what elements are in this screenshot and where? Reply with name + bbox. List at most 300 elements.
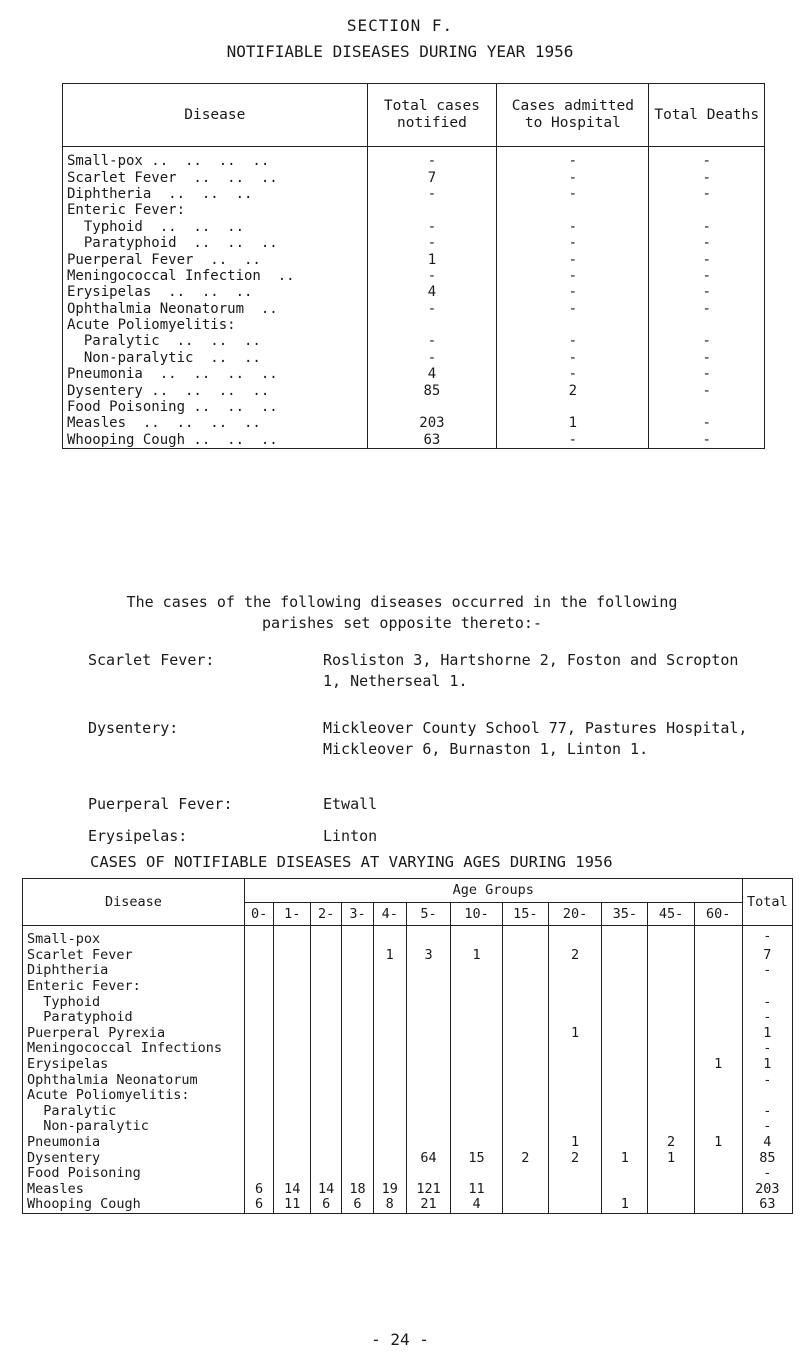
cell-age-count <box>342 1150 373 1166</box>
cell-age-count <box>406 1010 451 1026</box>
cell-total <box>742 1088 792 1104</box>
cell-age-count <box>548 1088 601 1104</box>
cell-age-count <box>451 1057 502 1073</box>
cell-age-count <box>548 979 601 995</box>
cell-age-count: 1 <box>548 1026 601 1042</box>
cell-notified: - <box>367 350 497 366</box>
cell-age-count <box>274 1150 311 1166</box>
cell-age-count: 6 <box>342 1197 373 1213</box>
cell-age-count: 4 <box>451 1197 502 1213</box>
cell-disease: Dysentery <box>23 1150 245 1166</box>
cell-age-count <box>406 926 451 948</box>
cell-admitted: - <box>497 147 649 170</box>
cell-age-count: 2 <box>648 1135 694 1151</box>
cell-age-count <box>694 979 742 995</box>
cell-age-count <box>310 1135 341 1151</box>
cell-age-count <box>310 963 341 979</box>
cell-age-count <box>502 1041 548 1057</box>
table-row <box>63 350 765 366</box>
cell-notified: 85 <box>367 382 497 398</box>
parish-item-erysipelas <box>88 826 768 848</box>
cell-age-count <box>502 1104 548 1120</box>
cell-age-count <box>244 1088 274 1104</box>
cell-notified: 63 <box>367 432 497 449</box>
cell-age-count: 1 <box>648 1150 694 1166</box>
cell-age-count <box>694 1119 742 1135</box>
cell-age-count <box>342 1072 373 1088</box>
cell-age-count <box>451 963 502 979</box>
cell-age-count <box>406 963 451 979</box>
cell-age-count <box>342 948 373 964</box>
cell-age-count <box>602 926 648 948</box>
age-group-header: 5- <box>406 902 451 926</box>
cell-age-count: 15 <box>451 1150 502 1166</box>
cell-age-count <box>342 1041 373 1057</box>
cell-age-count <box>451 1072 502 1088</box>
cell-age-count <box>602 1026 648 1042</box>
cell-age-count: 1 <box>602 1150 648 1166</box>
cell-age-count <box>451 1026 502 1042</box>
cell-disease: Typhoid <box>23 994 245 1010</box>
cell-age-count <box>648 1010 694 1026</box>
cell-notified: - <box>367 219 497 235</box>
cell-age-count <box>310 1104 341 1120</box>
cell-age-count: 11 <box>274 1197 311 1213</box>
cell-age-count <box>602 1135 648 1151</box>
cell-age-count <box>406 1166 451 1182</box>
cell-age-count <box>548 1041 601 1057</box>
cell-age-count <box>373 1119 406 1135</box>
cell-age-count <box>694 1150 742 1166</box>
cell-age-count <box>342 1010 373 1026</box>
cell-age-count <box>694 1026 742 1042</box>
cell-age-count <box>502 1072 548 1088</box>
cell-age-count: 19 <box>373 1182 406 1198</box>
age-group-header: 1- <box>274 902 311 926</box>
cell-age-count <box>244 1057 274 1073</box>
cell-disease: Diphtheria .. .. .. <box>63 186 368 202</box>
table-row <box>63 317 765 333</box>
cell-age-count <box>694 1197 742 1213</box>
cell-age-count <box>274 1057 311 1073</box>
cell-age-count <box>406 1104 451 1120</box>
cell-deaths: - <box>649 301 765 317</box>
cell-disease: Small-pox <box>23 926 245 948</box>
cell-age-count <box>310 926 341 948</box>
parish-item-dysentery <box>88 718 768 784</box>
cell-age-count <box>502 1135 548 1151</box>
cell-disease: Non-paralytic .. .. <box>63 350 368 366</box>
cell-age-count <box>548 1166 601 1182</box>
cell-age-count: 2 <box>548 1150 601 1166</box>
table-row <box>23 979 793 995</box>
cell-age-count <box>274 1072 311 1088</box>
parish-item-puerperal-fever <box>88 794 768 816</box>
cell-disease: Acute Poliomyelitis: <box>23 1088 245 1104</box>
cell-age-count <box>373 926 406 948</box>
cell-age-count <box>694 1182 742 1198</box>
column-header-disease: Disease <box>63 84 368 147</box>
cell-age-count <box>502 963 548 979</box>
parish-list-text: Rosliston 3, Hartshorne 2, Foston and Scropton 1, Netherseal 1. <box>323 651 739 690</box>
cell-age-count: 64 <box>406 1150 451 1166</box>
cell-age-count <box>648 926 694 948</box>
cell-age-count: 1 <box>373 948 406 964</box>
cell-age-count <box>548 926 601 948</box>
cell-age-count <box>244 963 274 979</box>
table-row <box>23 1182 793 1198</box>
cell-disease: Puerperal Pyrexia <box>23 1026 245 1042</box>
table-row <box>63 382 765 398</box>
cell-disease: Scarlet Fever <box>23 948 245 964</box>
cell-age-count <box>451 1104 502 1120</box>
table-row <box>23 1026 793 1042</box>
section-heading: SECTION F. <box>346 16 454 35</box>
cell-age-count <box>342 1088 373 1104</box>
cell-age-count <box>694 994 742 1010</box>
cell-notified <box>367 202 497 218</box>
cell-age-count <box>648 1104 694 1120</box>
cell-notified: 4 <box>367 284 497 300</box>
age-table-head <box>23 879 793 926</box>
table-row <box>63 415 765 431</box>
cell-age-count <box>502 1088 548 1104</box>
cell-age-count: 6 <box>310 1197 341 1213</box>
cell-age-count <box>602 1072 648 1088</box>
cell-disease: Whooping Cough <box>23 1197 245 1213</box>
cell-age-count <box>602 1010 648 1026</box>
cell-disease: Acute Poliomyelitis: <box>63 317 368 333</box>
cell-age-count <box>406 979 451 995</box>
column-header-admitted: Cases admitted to Hospital <box>497 84 649 147</box>
table-row <box>23 994 793 1010</box>
cell-age-count <box>274 994 311 1010</box>
cell-total: - <box>742 1072 792 1088</box>
cell-age-count <box>648 963 694 979</box>
cell-age-count <box>694 1166 742 1182</box>
cell-age-count: 14 <box>274 1182 311 1198</box>
cell-age-count <box>548 963 601 979</box>
page-title: NOTIFIABLE DISEASES DURING YEAR 1956 <box>226 42 574 61</box>
cell-age-count <box>274 1010 311 1026</box>
cell-total: - <box>742 994 792 1010</box>
cell-age-count <box>502 979 548 995</box>
cell-total: 203 <box>742 1182 792 1198</box>
age-group-header: 2- <box>310 902 341 926</box>
cell-age-count <box>274 1026 311 1042</box>
cell-age-count <box>310 1072 341 1088</box>
cell-age-count <box>502 926 548 948</box>
cell-total: 4 <box>742 1135 792 1151</box>
cell-age-count <box>406 1041 451 1057</box>
cell-age-count <box>602 1119 648 1135</box>
cell-disease: Meningococcal Infection .. <box>63 268 368 284</box>
cell-age-count <box>274 1041 311 1057</box>
cell-age-count: 21 <box>406 1197 451 1213</box>
cell-deaths: - <box>649 169 765 185</box>
cell-disease: Paratyphoid <box>23 1010 245 1026</box>
cell-total: - <box>742 926 792 948</box>
cell-age-count <box>310 1041 341 1057</box>
cell-age-count <box>310 1088 341 1104</box>
cell-age-count <box>648 994 694 1010</box>
cell-total: - <box>742 1104 792 1120</box>
cell-age-count <box>648 1026 694 1042</box>
age-table-title: CASES OF NOTIFIABLE DISEASES AT VARYING AGES DURING 1956 <box>90 853 613 871</box>
column-header-notified: Total cases notified <box>367 84 497 147</box>
table-row <box>23 1166 793 1182</box>
cell-age-count <box>648 1057 694 1073</box>
cell-age-count <box>310 948 341 964</box>
table-row <box>23 926 793 948</box>
cell-age-count <box>373 1041 406 1057</box>
cell-age-count <box>451 1119 502 1135</box>
cell-age-count <box>244 1119 274 1135</box>
cell-admitted: - <box>497 301 649 317</box>
table-row <box>63 432 765 449</box>
cell-total: 85 <box>742 1150 792 1166</box>
parish-list-text: Etwall <box>323 795 378 813</box>
cell-admitted: - <box>497 350 649 366</box>
cell-deaths: - <box>649 415 765 431</box>
cell-admitted: - <box>497 432 649 449</box>
age-group-header: 4- <box>373 902 406 926</box>
cell-deaths: - <box>649 333 765 349</box>
cell-age-count <box>373 1088 406 1104</box>
cell-age-count <box>502 1119 548 1135</box>
cell-age-count <box>648 1182 694 1198</box>
cell-age-count <box>342 1119 373 1135</box>
table-row <box>63 251 765 267</box>
cell-age-count <box>244 948 274 964</box>
cell-disease: Ophthalmia Neonatorum <box>23 1072 245 1088</box>
table-row <box>63 399 765 415</box>
cell-admitted: - <box>497 251 649 267</box>
cell-age-count <box>602 1057 648 1073</box>
cell-notified: - <box>367 186 497 202</box>
cell-age-count <box>342 979 373 995</box>
cell-admitted <box>497 202 649 218</box>
cell-age-count <box>548 994 601 1010</box>
cell-disease: Typhoid .. .. .. <box>63 219 368 235</box>
cell-age-count <box>451 994 502 1010</box>
cell-age-count <box>244 1104 274 1120</box>
cell-age-count <box>648 948 694 964</box>
age-group-header: 35- <box>602 902 648 926</box>
cell-notified: 203 <box>367 415 497 431</box>
cell-age-count <box>406 1088 451 1104</box>
cell-deaths: - <box>649 268 765 284</box>
table-row <box>63 284 765 300</box>
cell-age-count <box>502 1166 548 1182</box>
cell-total: - <box>742 1119 792 1135</box>
table-row <box>23 1197 793 1213</box>
cell-age-count <box>342 963 373 979</box>
cell-deaths <box>649 317 765 333</box>
cell-disease: Non-paralytic <box>23 1119 245 1135</box>
cell-deaths: - <box>649 432 765 449</box>
cell-age-count <box>274 1119 311 1135</box>
cell-notified: - <box>367 301 497 317</box>
cell-age-count <box>406 1057 451 1073</box>
cell-age-count <box>451 1041 502 1057</box>
cell-disease: Erysipelas <box>23 1057 245 1073</box>
cell-admitted: - <box>497 235 649 251</box>
cell-age-count <box>694 1010 742 1026</box>
cell-deaths: - <box>649 350 765 366</box>
cell-disease: Small-pox .. .. .. .. <box>63 147 368 170</box>
cell-age-count <box>602 1182 648 1198</box>
age-group-header: 3- <box>342 902 373 926</box>
cell-age-count <box>648 1072 694 1088</box>
column-header-deaths: Total Deaths <box>649 84 765 147</box>
table-row <box>23 963 793 979</box>
age-table-body <box>23 926 793 1214</box>
cell-age-count <box>548 1182 601 1198</box>
cell-age-count <box>310 1150 341 1166</box>
cell-notified <box>367 399 497 415</box>
cell-total: 63 <box>742 1197 792 1213</box>
cell-age-count <box>373 1010 406 1026</box>
age-groups-table <box>22 878 793 1214</box>
cell-deaths: - <box>649 366 765 382</box>
cell-admitted: 1 <box>497 415 649 431</box>
cell-age-count: 11 <box>451 1182 502 1198</box>
table-row <box>23 1041 793 1057</box>
cell-disease: Measles <box>23 1182 245 1198</box>
cell-age-count <box>244 1041 274 1057</box>
cell-age-count <box>548 1057 601 1073</box>
cell-age-count <box>244 926 274 948</box>
cell-deaths: - <box>649 251 765 267</box>
cell-age-count: 121 <box>406 1182 451 1198</box>
cell-age-count: 14 <box>310 1182 341 1198</box>
cell-age-count <box>310 1166 341 1182</box>
parish-list-text: Mickleover County School 77, Pastures Hospital, Mickleover 6, Burnaston 1, Linton 1. <box>323 719 748 758</box>
table-row <box>63 235 765 251</box>
cell-age-count <box>373 1072 406 1088</box>
cell-notified: 1 <box>367 251 497 267</box>
cell-age-count <box>406 994 451 1010</box>
cell-age-count <box>342 926 373 948</box>
cell-total: - <box>742 1010 792 1026</box>
cell-age-count <box>244 1026 274 1042</box>
cell-age-count <box>694 1041 742 1057</box>
cell-notified: 7 <box>367 169 497 185</box>
cell-age-count <box>602 1166 648 1182</box>
cell-age-count <box>502 1182 548 1198</box>
cell-age-count <box>502 1010 548 1026</box>
cell-age-count <box>373 1135 406 1151</box>
parish-disease-label: Puerperal Fever: <box>88 795 233 813</box>
table-header-row <box>63 84 765 147</box>
cell-age-count <box>342 1104 373 1120</box>
cell-disease: Ophthalmia Neonatorum .. <box>63 301 368 317</box>
cell-deaths: - <box>649 147 765 170</box>
cell-age-count <box>602 994 648 1010</box>
cell-age-count <box>602 1104 648 1120</box>
parish-disease-label: Erysipelas: <box>88 827 188 845</box>
cell-deaths: - <box>649 382 765 398</box>
cell-age-count <box>406 1135 451 1151</box>
cell-age-count <box>648 1041 694 1057</box>
cell-age-count <box>548 1119 601 1135</box>
table-row <box>23 1119 793 1135</box>
cell-deaths: - <box>649 235 765 251</box>
cell-age-count <box>373 1026 406 1042</box>
cell-age-count <box>648 1166 694 1182</box>
column-header-age-groups: Age Groups <box>244 879 742 903</box>
cell-age-count <box>310 994 341 1010</box>
cell-disease: Whooping Cough .. .. .. <box>63 432 368 449</box>
cell-age-count <box>310 1026 341 1042</box>
cell-admitted: - <box>497 366 649 382</box>
cell-age-count <box>451 1135 502 1151</box>
cell-disease: Diphtheria <box>23 963 245 979</box>
cell-disease: Pneumonia .. .. .. .. <box>63 366 368 382</box>
cell-age-count <box>502 1057 548 1073</box>
cell-total: 1 <box>742 1057 792 1073</box>
cell-age-count <box>274 979 311 995</box>
cell-age-count <box>602 979 648 995</box>
parish-item-scarlet-fever <box>88 650 768 694</box>
table-row <box>23 948 793 964</box>
cell-admitted: 2 <box>497 382 649 398</box>
notifiable-diseases-table <box>62 83 765 449</box>
cell-total <box>742 979 792 995</box>
cell-disease: Paratyphoid .. .. .. <box>63 235 368 251</box>
cell-age-count <box>274 948 311 964</box>
cell-disease: Food Poisoning .. .. .. <box>63 399 368 415</box>
table-row <box>23 1057 793 1073</box>
cell-age-count <box>451 1010 502 1026</box>
cell-age-count <box>373 1166 406 1182</box>
age-group-header: 0- <box>244 902 274 926</box>
table-row <box>63 268 765 284</box>
cell-age-count <box>244 1072 274 1088</box>
age-group-header: 60- <box>694 902 742 926</box>
cell-disease: Dysentery .. .. .. .. <box>63 382 368 398</box>
cell-admitted <box>497 317 649 333</box>
cell-age-count: 6 <box>244 1197 274 1213</box>
cell-age-count <box>602 963 648 979</box>
cell-total: - <box>742 1041 792 1057</box>
cell-admitted <box>497 399 649 415</box>
table-row <box>23 1072 793 1088</box>
table-row <box>23 1150 793 1166</box>
cell-age-count <box>406 1026 451 1042</box>
cell-disease: Measles .. .. .. .. <box>63 415 368 431</box>
cell-age-count <box>648 1119 694 1135</box>
cell-age-count <box>548 1072 601 1088</box>
cell-age-count <box>244 1150 274 1166</box>
table-row <box>23 1135 793 1151</box>
cell-age-count <box>342 1026 373 1042</box>
cell-age-count <box>406 1072 451 1088</box>
cell-notified: - <box>367 268 497 284</box>
column-header-total: Total <box>742 879 792 926</box>
cell-age-count: 6 <box>244 1182 274 1198</box>
cell-age-count <box>602 1041 648 1057</box>
cell-age-count <box>694 1088 742 1104</box>
age-group-header: 10- <box>451 902 502 926</box>
page-number: - 24 - <box>371 1330 429 1349</box>
cell-notified: - <box>367 333 497 349</box>
parish-disease-label: Dysentery: <box>88 719 179 737</box>
cell-disease: Food Poisoning <box>23 1166 245 1182</box>
cell-age-count <box>342 1166 373 1182</box>
cell-age-count <box>502 1197 548 1213</box>
